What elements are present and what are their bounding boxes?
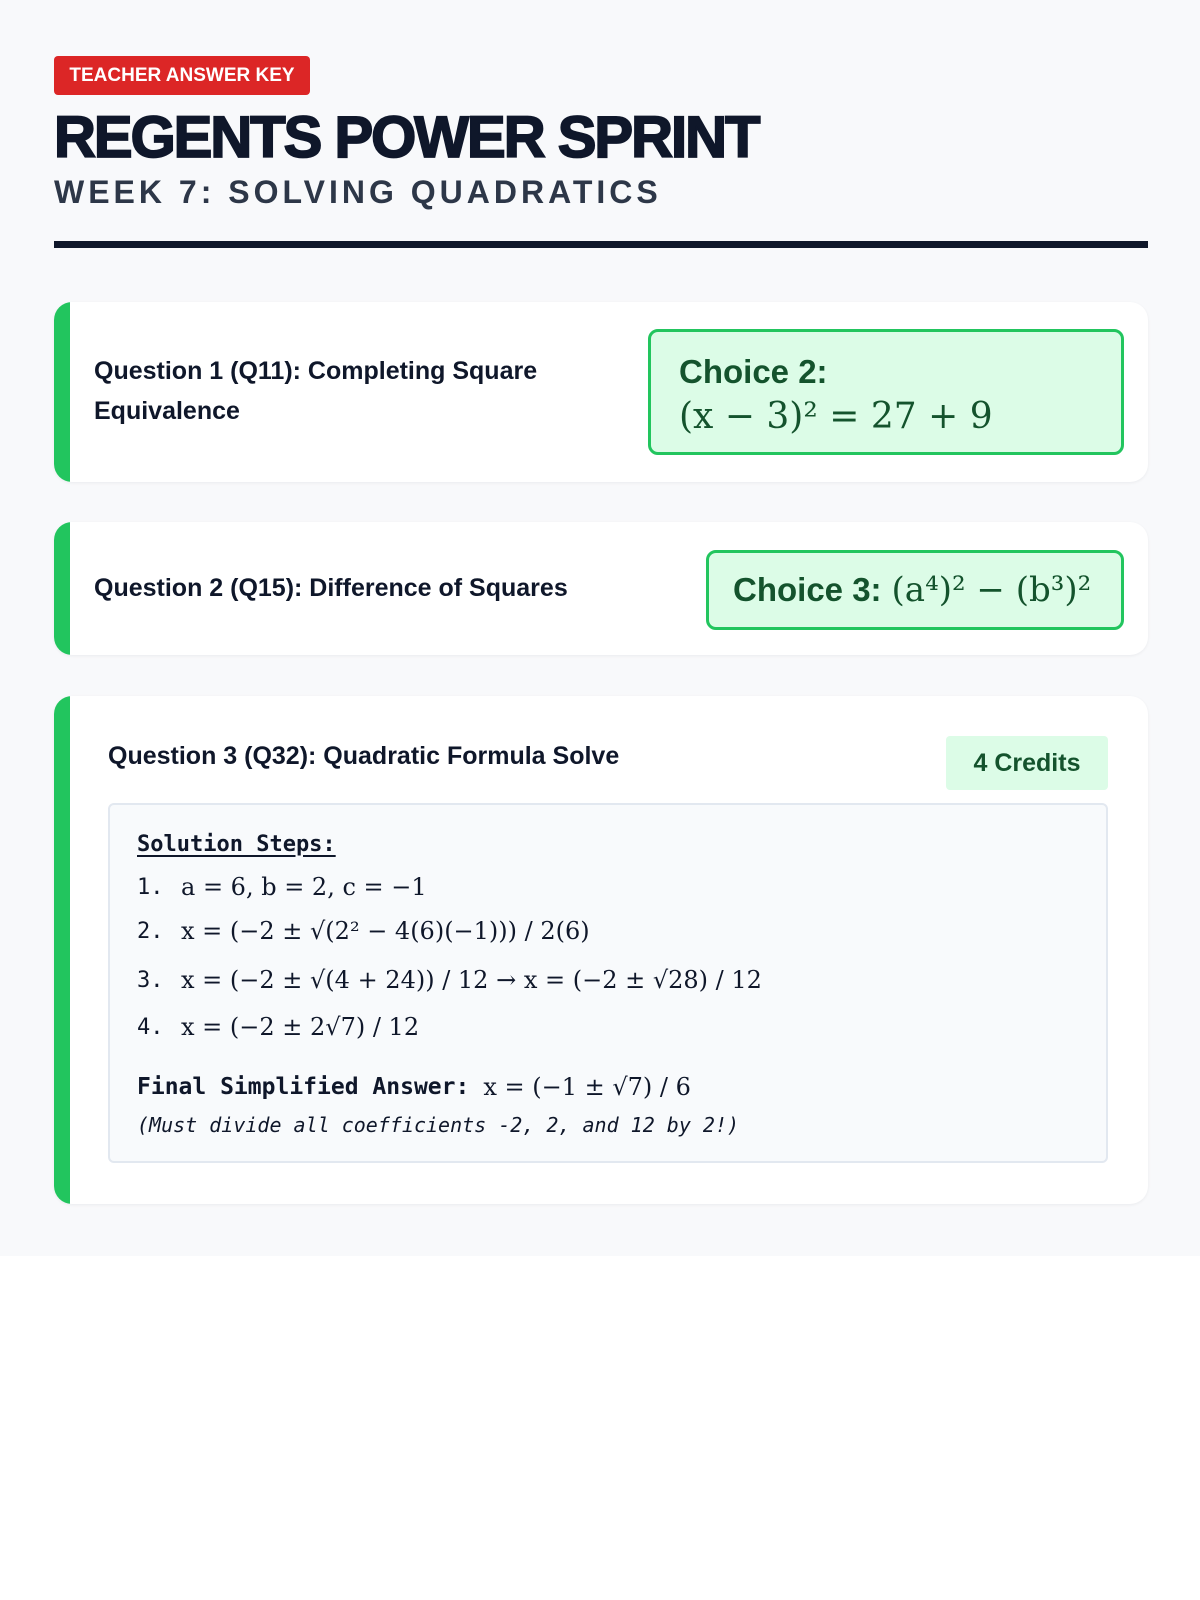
solution-step-2 [137, 907, 1079, 955]
question-card-3 [54, 696, 1148, 1204]
step-1-math: a = 6, b = 2, c = −1 [181, 873, 427, 901]
final-answer-math: x = (−1 ± √7) / 6 [483, 1073, 691, 1101]
final-answer [137, 1065, 1079, 1109]
step-2-math: x = (−2 ± √(2² − 4(6)(−1))) / 2(6) [181, 917, 590, 945]
page-subtitle: WEEK 7: SOLVING QUADRATICS [54, 174, 662, 210]
question-1-answer-label: Choice 2: [679, 353, 828, 390]
solution-steps-heading: Solution Steps: [137, 832, 336, 857]
solution-steps-box [108, 803, 1108, 1163]
final-answer-label: Final Simplified Answer: [137, 1074, 470, 1100]
question-2-answer-box [706, 550, 1124, 630]
simplification-note: (Must divide all coefficients -2, 2, and 12 by 2!) [137, 1113, 740, 1137]
step-number: 3. [137, 967, 164, 993]
question-1-answer-math: (x − 3)² = 27 + 9 [679, 396, 993, 437]
step-4-math: x = (−2 ± 2√7) / 12 [181, 1013, 420, 1041]
step-number: 2. [137, 918, 164, 944]
question-2-title: Question 2 (Q15): Difference of Squares [94, 574, 568, 602]
page-title: REGENTS POWER SPRINT [54, 105, 759, 170]
step-number: 1. [137, 874, 164, 900]
credits-badge: 4 Credits [946, 736, 1108, 790]
question-2-answer-label: Choice 3: [733, 571, 882, 608]
question-2-answer-math: (a⁴)² − (b³)² [891, 570, 1092, 610]
step-3-math: x = (−2 ± √(4 + 24)) / 12 → x = (−2 ± √28) / 12 [181, 966, 762, 994]
question-1-answer-box [648, 329, 1124, 455]
question-card-2 [54, 522, 1148, 655]
teacher-answer-key-badge: TEACHER ANSWER KEY [54, 56, 310, 95]
solution-step-1 [137, 867, 1079, 907]
solution-step-4 [137, 1005, 1079, 1049]
header-divider [54, 241, 1148, 248]
solution-step-3 [137, 955, 1079, 1005]
question-1-title: Question 1 (Q11): Completing Square Equivalence [94, 357, 538, 425]
question-3-title: Question 3 (Q32): Quadratic Formula Solve [108, 742, 620, 770]
step-number: 4. [137, 1014, 164, 1040]
question-card-1 [54, 302, 1148, 482]
